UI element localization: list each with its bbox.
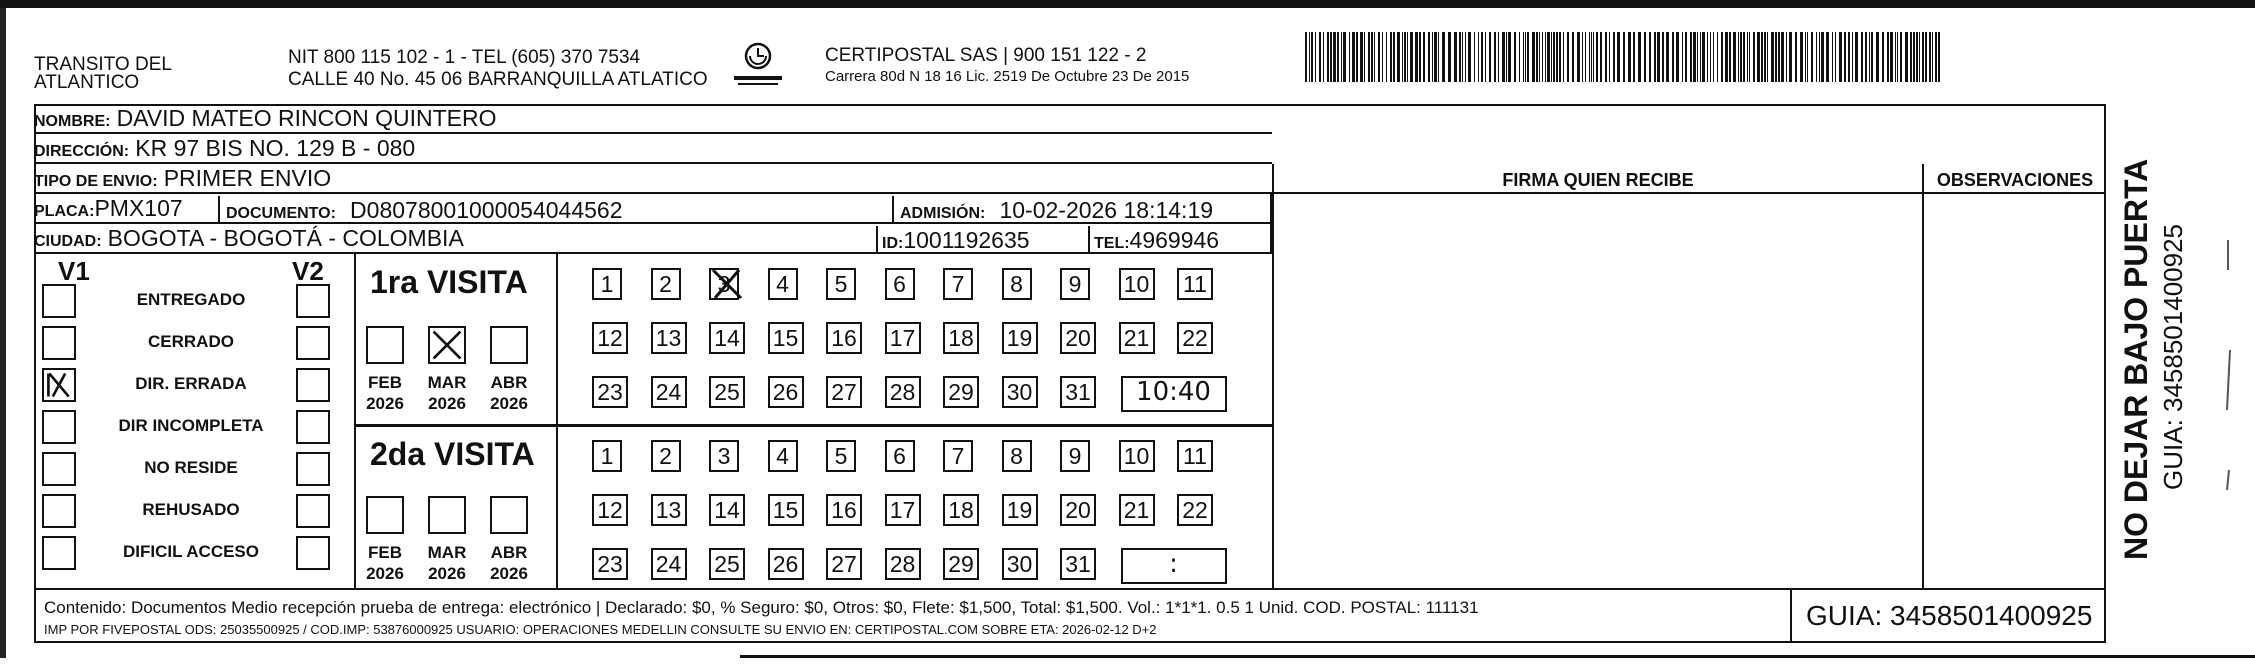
signature-header: FIRMA QUIEN RECIBE: [1502, 170, 1694, 190]
city-row: [34, 224, 1272, 254]
day-checkbox[interactable]: 5: [826, 268, 856, 300]
name-row: [34, 104, 1272, 134]
day-checkbox[interactable]: 17: [885, 494, 921, 526]
day-checkbox[interactable]: 22: [1177, 494, 1213, 526]
visit-time-field[interactable]: :: [1121, 548, 1227, 584]
month-label: [355, 542, 415, 584]
document-number: D08078001000054044562: [350, 197, 623, 223]
day-checkbox[interactable]: 15: [768, 322, 804, 354]
day-checkbox[interactable]: 25: [709, 548, 745, 580]
v2-checkbox[interactable]: [296, 410, 330, 444]
v1-checkbox[interactable]: [42, 410, 76, 444]
divider: [892, 196, 894, 224]
footer-contents: Contenido: Documentos Medio recepción prueba de entrega: electrónico | Declarado: $0, % Seguro: $0, Otros: $0, Flete: $1,500, Total: $1,500. Vol.: 1*1*1. 0.5 1 Unid. COD. POSTAL: 111131: [44, 598, 1479, 617]
sender-info: [288, 47, 708, 91]
day-checkbox[interactable]: 13: [651, 322, 687, 354]
status-label: DIR INCOMPLETA: [118, 416, 264, 435]
footer-guia: GUIA: 3458501400925: [1806, 600, 2093, 631]
barcode: [1305, 32, 1945, 82]
sender-name: TRANSITO DEL ATLANTICO: [34, 54, 172, 93]
divider: [1088, 226, 1090, 254]
day-checkbox[interactable]: 8: [1002, 440, 1032, 472]
day-checkbox[interactable]: 31: [1060, 376, 1096, 408]
day-checkbox[interactable]: 14: [709, 494, 745, 526]
plate: PMX107: [94, 195, 183, 221]
month-checkbox[interactable]: [366, 496, 404, 534]
month-name: ABR: [490, 373, 528, 392]
month-checkbox[interactable]: [428, 326, 466, 364]
day-checkbox[interactable]: 12: [592, 322, 628, 354]
day-checkbox[interactable]: 20: [1060, 322, 1096, 354]
status-label: CERRADO: [148, 332, 234, 351]
address-row: [34, 134, 1272, 164]
day-checkbox[interactable]: 18: [943, 322, 979, 354]
day-checkbox[interactable]: 21: [1119, 494, 1155, 526]
v1-label: V1: [58, 256, 90, 286]
day-checkbox[interactable]: 19: [1002, 494, 1038, 526]
day-checkbox[interactable]: 29: [943, 548, 979, 580]
day-checkbox[interactable]: 5: [826, 440, 856, 472]
month-year: 2026: [490, 564, 528, 583]
v2-checkbox[interactable]: [296, 494, 330, 528]
month-name: MAR: [427, 543, 467, 562]
day-checkbox[interactable]: 7: [943, 440, 973, 472]
day-checkbox[interactable]: 6: [885, 440, 915, 472]
month-label: [479, 372, 539, 414]
month-name: ABR: [490, 543, 528, 562]
city: BOGOTA - BOGOTÁ - COLOMBIA: [107, 225, 464, 251]
day-checkbox[interactable]: 10: [1119, 440, 1155, 472]
day-checkbox[interactable]: 22: [1177, 322, 1213, 354]
day-checkbox[interactable]: 2: [651, 440, 681, 472]
divider: [876, 226, 878, 254]
day-checkbox[interactable]: 8: [1002, 268, 1032, 300]
document-label: DOCUMENTO:: [226, 205, 336, 222]
day-checkbox[interactable]: 30: [1002, 548, 1038, 580]
day-checkbox[interactable]: 13: [651, 494, 687, 526]
day-checkbox[interactable]: 3: [709, 268, 739, 300]
day-checkbox[interactable]: 26: [768, 376, 804, 408]
day-checkbox[interactable]: 24: [651, 376, 687, 408]
v1-checkbox[interactable]: [42, 494, 76, 528]
day-checkbox[interactable]: 15: [768, 494, 804, 526]
v2-checkbox[interactable]: [296, 536, 330, 570]
month-checkbox[interactable]: [428, 496, 466, 534]
side-mark: [2226, 150, 2230, 570]
v2-checkbox[interactable]: [296, 368, 330, 402]
month-label: [479, 542, 539, 584]
month-name: FEB: [368, 543, 402, 562]
send-type-label: TIPO DE ENVIO:: [34, 173, 158, 190]
day-checkbox[interactable]: 23: [592, 376, 628, 408]
day-checkbox[interactable]: 4: [768, 268, 798, 300]
day-checkbox[interactable]: 23: [592, 548, 628, 580]
month-checkbox[interactable]: [490, 326, 528, 364]
v2-checkbox[interactable]: [296, 284, 330, 318]
day-checkbox[interactable]: 29: [943, 376, 979, 408]
footer-top-line: [34, 588, 2106, 590]
visit2-title: 2da VISITA: [370, 436, 535, 472]
top-border: [0, 0, 2255, 8]
day-checkbox[interactable]: 3: [709, 440, 739, 472]
day-checkbox[interactable]: 11: [1177, 440, 1213, 472]
carrier-name: CERTIPOSTAL SAS | 900 151 122 - 2: [825, 45, 1147, 66]
day-checkbox[interactable]: 28: [885, 548, 921, 580]
day-checkbox[interactable]: 10: [1119, 268, 1155, 300]
footer-print-line: IMP POR FIVEPOSTAL ODS: 25035500925 / COD.IMP: 53876000925 USUARIO: OPERACIONES MEDELLIN CONSULTE SU ENVIO EN: CERTIPOSTAL.COM SOBRE ETA: 2026-02-12 D+2: [44, 622, 1157, 637]
month-year: 2026: [366, 564, 404, 583]
left-border: [0, 8, 6, 658]
plate-label: PLACA:: [34, 203, 95, 220]
v2-label: V2: [292, 256, 324, 286]
v1-checkbox[interactable]: [42, 368, 76, 402]
send-type: PRIMER ENVIO: [163, 165, 332, 191]
sender-address: CALLE 40 No. 45 06 BARRANQUILLA ATLATICO: [288, 69, 708, 90]
day-checkbox[interactable]: 20: [1060, 494, 1096, 526]
carrier-info: [825, 45, 1189, 87]
footer-divider: [1790, 590, 1792, 643]
city-label: CIUDAD:: [34, 233, 102, 250]
months-divider: [556, 254, 558, 588]
day-checkbox[interactable]: 9: [1060, 268, 1090, 300]
observations-header: OBSERVACIONES: [1936, 170, 2094, 190]
day-checkbox[interactable]: 4: [768, 440, 798, 472]
day-checkbox[interactable]: 27: [826, 548, 862, 580]
month-checkbox[interactable]: [366, 326, 404, 364]
id-number: 1001192635: [903, 227, 1030, 253]
day-checkbox[interactable]: 11: [1177, 268, 1213, 300]
day-checkbox[interactable]: 30: [1002, 376, 1038, 408]
divider: [218, 196, 220, 224]
visit1-title: 1ra VISITA: [370, 264, 528, 300]
status-label: DIR. ERRADA: [135, 374, 247, 393]
day-check-mark: [709, 268, 745, 300]
sender-nit: NIT 800 115 102 - 1 - TEL (605) 370 7534: [288, 47, 641, 68]
month-label: [355, 372, 415, 414]
day-checkbox[interactable]: 12: [592, 494, 628, 526]
day-checkbox[interactable]: 31: [1060, 548, 1096, 580]
bottom-edge-line: [740, 655, 2255, 658]
day-checkbox[interactable]: 28: [885, 376, 921, 408]
day-checkbox[interactable]: 14: [709, 322, 745, 354]
recipient-name: DAVID MATEO RINCON QUINTERO: [116, 105, 497, 131]
status-label: DIFICIL ACCESO: [122, 542, 259, 561]
visit-time-field[interactable]: 10:40: [1121, 376, 1227, 412]
visit-divider: [356, 424, 1272, 427]
status-divider: [354, 254, 356, 588]
tel-label: TEL:: [1094, 235, 1130, 252]
day-checkbox[interactable]: 21: [1119, 322, 1155, 354]
day-checkbox[interactable]: 1: [592, 268, 622, 300]
month-name: MAR: [427, 373, 467, 392]
status-section: [34, 254, 1272, 588]
status-label: REHUSADO: [142, 500, 240, 519]
month-year: 2026: [428, 564, 466, 583]
month-name: FEB: [368, 373, 402, 392]
v2-checkbox[interactable]: [296, 452, 330, 486]
v1-checkbox[interactable]: [42, 326, 76, 360]
address-label: DIRECCIÓN:: [34, 143, 130, 160]
day-checkbox[interactable]: 6: [885, 268, 915, 300]
day-checkbox[interactable]: 1: [592, 440, 622, 472]
v1-checkbox[interactable]: [42, 452, 76, 486]
month-label: [417, 372, 477, 414]
admission-label: ADMISIÓN:: [900, 205, 986, 222]
day-checkbox[interactable]: 19: [1002, 322, 1038, 354]
v2-checkbox[interactable]: [296, 326, 330, 360]
day-checkbox[interactable]: 16: [826, 322, 862, 354]
month-label: [417, 542, 477, 584]
month-year: 2026: [366, 394, 404, 413]
v1-checkbox[interactable]: [42, 536, 76, 570]
v1-checkbox[interactable]: [42, 284, 76, 318]
day-checkbox[interactable]: 7: [943, 268, 973, 300]
recipient-address: KR 97 BIS NO. 129 B - 080: [135, 135, 416, 161]
signature-left-line: [1272, 164, 1274, 588]
status-label: NO RESIDE: [144, 458, 238, 477]
side-guia: GUIA: 3458501400925: [2158, 224, 2188, 490]
day-checkbox[interactable]: 2: [651, 268, 681, 300]
day-checkbox[interactable]: 27: [826, 376, 862, 408]
day-checkbox[interactable]: 16: [826, 494, 862, 526]
day-checkbox[interactable]: 17: [885, 322, 921, 354]
status-label: ENTREGADO: [136, 290, 246, 309]
month-checkbox[interactable]: [490, 496, 528, 534]
name-label: NOMBRE:: [34, 113, 111, 130]
observations-left-line: [1922, 164, 1924, 588]
tel-number: 4969946: [1129, 227, 1220, 253]
warning-text: NO DEJAR BAJO PUERTA: [2118, 158, 2154, 560]
month-year: 2026: [490, 394, 528, 413]
day-checkbox[interactable]: 9: [1060, 440, 1090, 472]
id-label: ID:: [882, 235, 904, 252]
month-year: 2026: [428, 394, 466, 413]
certipostal-logo: [728, 42, 788, 90]
day-checkbox[interactable]: 25: [709, 376, 745, 408]
admission-date: 10-02-2026 18:14:19: [999, 197, 1214, 223]
day-checkbox[interactable]: 26: [768, 548, 804, 580]
day-checkbox[interactable]: 18: [943, 494, 979, 526]
carrier-license: Carrera 80d N 18 16 Lic. 2519 De Octubre 23 De 2015: [825, 68, 1190, 85]
day-checkbox[interactable]: 24: [651, 548, 687, 580]
